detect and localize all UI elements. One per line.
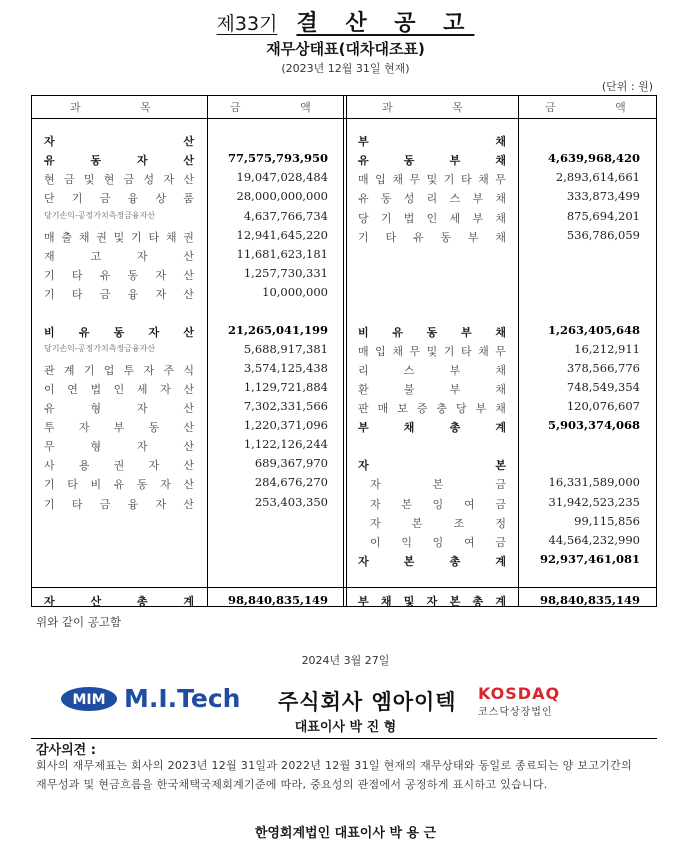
liability-row-amount: 99,115,856 xyxy=(574,514,640,528)
statement-subtitle: 재무상태표(대차대조표) xyxy=(266,40,425,58)
liability-row-amount: 875,694,201 xyxy=(566,209,640,223)
company-logo xyxy=(60,684,240,713)
asset-row-amount: 253,403,350 xyxy=(254,495,328,509)
liability-row-amount: 2,893,614,661 xyxy=(555,170,640,184)
asset-row-label: 관 계 기 업 투 자 주 식 xyxy=(44,364,194,377)
asset-row-label: 이 연 법 인 세 자 산 xyxy=(44,383,194,396)
kosdaq-logo: KOSDAQ xyxy=(478,684,561,703)
audit-divider xyxy=(31,738,657,739)
liability-row-amount: 378,566,776 xyxy=(566,361,640,375)
asset-row-label: 단 기 금 융 상 품 xyxy=(44,192,194,205)
liability-row-amount: 536,786,059 xyxy=(566,228,640,242)
liability-row-label: 자 본 잉 여 금 xyxy=(370,498,506,511)
asset-row-label: 무 형 자 산 xyxy=(44,440,194,453)
kosdaq-badge xyxy=(478,684,560,718)
liability-row-label: 자 본 xyxy=(358,459,506,472)
liability-row-amount: 92,937,461,081 xyxy=(539,552,640,566)
company-name: 주식회사 엠아이텍 xyxy=(278,690,457,714)
logo-wordmark: M.I.Tech xyxy=(124,684,241,713)
divider-left-amount xyxy=(207,95,208,607)
mitech-logo-icon xyxy=(60,686,118,712)
asset-row-label: 기 타 유 동 자 산 xyxy=(44,269,194,282)
asset-row-label: 기 타 금 융 자 산 xyxy=(44,288,194,301)
divider-center-b xyxy=(346,95,347,607)
liability-row-label: 유 동 부 채 xyxy=(358,154,506,167)
liability-row-label: 이 익 잉 여 금 xyxy=(370,536,506,549)
asset-row-amount: 21,265,041,199 xyxy=(227,323,328,337)
svg-text:MIM: MIM xyxy=(72,691,106,708)
liability-row-label: 기 타 유 동 부 채 xyxy=(358,231,506,244)
asset-row-amount: 10,000,000 xyxy=(262,285,328,299)
kosdaq-subtitle: 코스닥상장법인 xyxy=(478,707,553,718)
publication-date: 2024년 3월 27일 xyxy=(301,654,390,667)
asset-row-label: 매 출 채 권 및 기 타 채 권 xyxy=(44,231,194,244)
liability-row-amount: 16,331,589,000 xyxy=(548,475,640,489)
asset-row-amount: 1,129,721,884 xyxy=(243,380,328,394)
liability-row-label: 비 유 동 부 채 xyxy=(358,326,506,339)
as-of-date: (2023년 12월 31일 현재) xyxy=(281,62,410,75)
asset-row-amount: 19,047,028,484 xyxy=(236,170,328,184)
unit-label: (단위 : 원) xyxy=(601,80,653,93)
liability-row-label: 유 동 성 리 스 부 채 xyxy=(358,192,506,205)
notice-title xyxy=(0,6,691,37)
header-right-item: 과 목 xyxy=(382,101,491,114)
asset-row-label: 기 타 비 유 동 자 산 xyxy=(44,478,194,491)
total-separator xyxy=(31,587,657,588)
assets-total-amount: 98,840,835,149 xyxy=(227,593,328,607)
liabilities-equity-total-label: 부 채 및 자 본 총 계 xyxy=(358,595,506,608)
assets-total-label: 자 산 총 계 xyxy=(44,595,194,608)
liability-row-amount: 5,903,374,068 xyxy=(547,418,640,432)
liability-row-amount: 4,639,968,420 xyxy=(547,151,640,165)
liability-row-amount: 120,076,607 xyxy=(566,399,640,413)
divider-center-a xyxy=(343,95,344,607)
asset-row-label: 사 용 권 자 산 xyxy=(44,459,194,472)
liability-row-label: 자 본 금 xyxy=(370,478,506,491)
liability-row-amount: 1,263,405,648 xyxy=(547,323,640,337)
asset-row-amount: 11,681,623,181 xyxy=(236,247,328,261)
header-right-amount: 금 액 xyxy=(545,101,654,114)
liability-row-label: 당 기 법 인 세 부 채 xyxy=(358,212,506,225)
header-left-amount: 금 액 xyxy=(230,101,339,114)
asset-row-label: 현 금 및 현 금 성 자 산 xyxy=(44,173,194,186)
liability-row-amount: 333,873,499 xyxy=(566,189,640,203)
header-separator xyxy=(31,118,657,119)
header-left-item: 과 목 xyxy=(70,101,179,114)
liability-row-label: 매 입 채 무 및 기 타 채 무 xyxy=(358,173,506,186)
asset-row-amount: 1,122,126,244 xyxy=(243,437,328,451)
liability-row-label: 리 스 부 채 xyxy=(358,364,506,377)
liabilities-equity-total-amount: 98,840,835,149 xyxy=(539,593,640,607)
liability-row-label: 자 본 조 정 xyxy=(370,517,506,530)
asset-row-label: 투 자 부 동 산 xyxy=(44,421,194,434)
liability-row-label: 매 입 채 무 및 기 타 채 무 xyxy=(358,345,506,358)
liability-row-amount: 748,549,354 xyxy=(566,380,640,394)
liability-row-label: 부 채 xyxy=(358,135,506,148)
audit-opinion-text: 회사의 재무제표는 회사의 2023년 12월 31일과 2022년 12월 31일 현재의 재무상태와 동일로 종료되는 양 보고기간의 재무성과 및 현금흐름을 한국채택국제회계기준에 따라, 중요성의 관점에서 공정하게 표시하고 있습니다. xyxy=(36,759,633,791)
asset-row-amount: 77,575,793,950 xyxy=(227,151,328,165)
title-main: 결 산 공 고 xyxy=(296,11,475,36)
asset-row-label: 기 타 금 융 자 산 xyxy=(44,498,194,511)
divider-right-amount xyxy=(518,95,519,607)
asset-row-amount: 689,367,970 xyxy=(254,456,328,470)
liability-row-label: 부 채 총 계 xyxy=(358,421,506,434)
liability-row-label: 판 매 보 증 충 당 부 채 xyxy=(358,402,506,415)
asset-row-amount: 4,637,766,734 xyxy=(243,209,328,223)
liability-row-amount: 31,942,523,235 xyxy=(548,495,640,509)
asset-row-amount: 1,220,371,096 xyxy=(243,418,328,432)
asset-row-label: 유 동 자 산 xyxy=(44,154,194,167)
liability-row-label: 환 불 부 채 xyxy=(358,383,506,396)
asset-row-label: 비 유 동 자 산 xyxy=(44,326,194,339)
asset-row-amount: 28,000,000,000 xyxy=(236,189,328,203)
asset-row-label: 유 형 자 산 xyxy=(44,402,194,415)
asset-row-amount: 12,941,645,220 xyxy=(236,228,328,242)
auditor-name: 한영회계법인 대표이사 박 용 근 xyxy=(254,826,437,841)
asset-row-amount: 1,257,730,331 xyxy=(243,266,328,280)
audit-opinion-title: 감사의견 : xyxy=(36,743,96,758)
liability-row-amount: 16,212,911 xyxy=(574,342,640,356)
asset-row-label: 당기손익-공정가치측정금융자산 xyxy=(44,211,156,220)
asset-row-label: 자 산 xyxy=(44,135,194,148)
liability-row-label: 자 본 총 계 xyxy=(358,555,506,568)
liability-row-amount: 44,564,232,990 xyxy=(548,533,640,547)
asset-row-label: 재 고 자 산 xyxy=(44,250,194,263)
notice-statement: 위와 같이 공고함 xyxy=(36,615,122,629)
asset-row-amount: 5,688,917,381 xyxy=(243,342,328,356)
asset-row-label: 당기손익-공정가치측정금융자산 xyxy=(44,344,156,353)
asset-row-amount: 3,574,125,438 xyxy=(243,361,328,375)
asset-row-amount: 7,302,331,566 xyxy=(243,399,328,413)
ceo-name: 대표이사 박 진 형 xyxy=(294,720,397,735)
fiscal-period: 제33기 xyxy=(216,13,278,35)
asset-row-amount: 284,676,270 xyxy=(254,475,328,489)
